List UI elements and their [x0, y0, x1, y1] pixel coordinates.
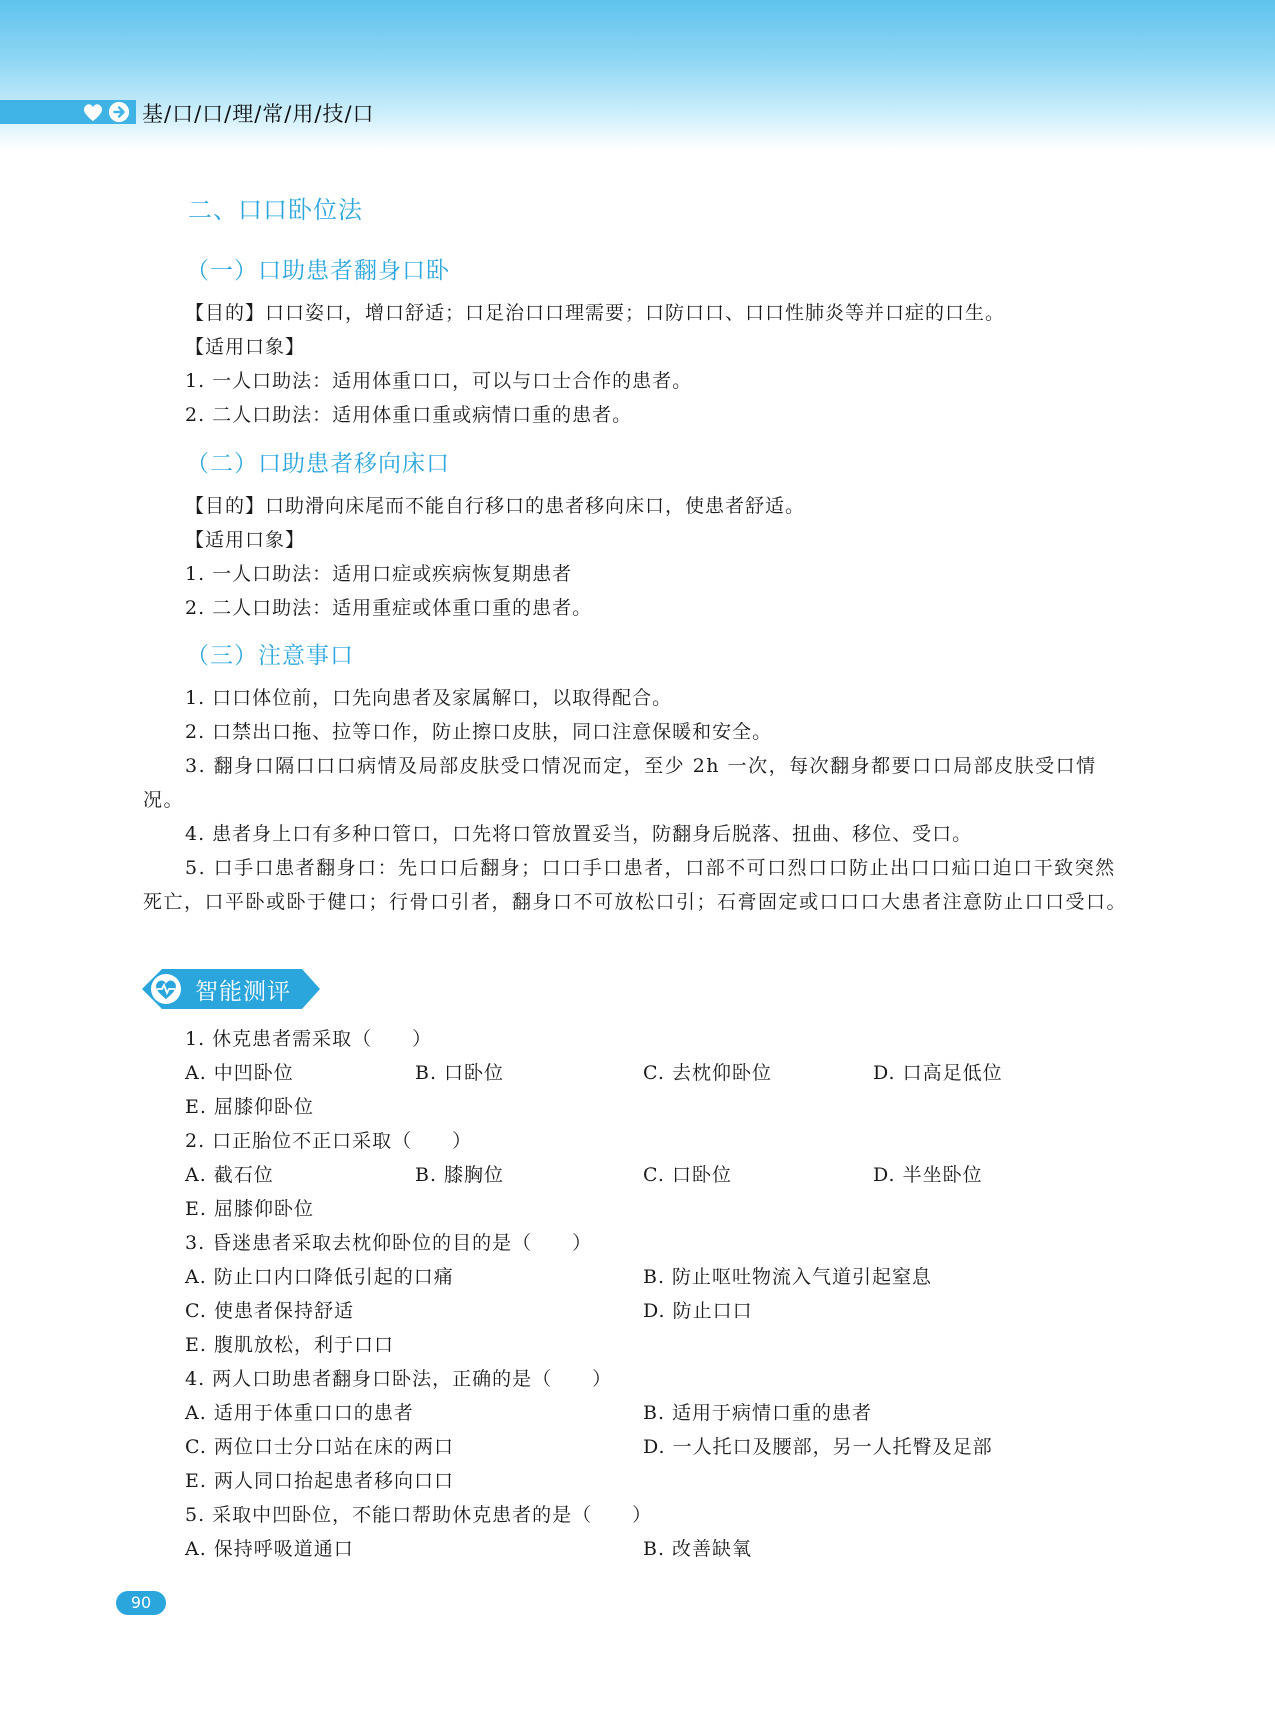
list-item: 3. 翻身口隔口口口病情及局部皮肤受口情况而定，至少 2h 一次，每次翻身都要口口局部皮肤受口情况。: [143, 755, 1097, 811]
option: E. 屈膝仰卧位: [185, 1198, 314, 1220]
heart-pulse-icon: [154, 978, 178, 1000]
question-stem: 5. 采取中凹卧位，不能口帮助休克患者的是（ ）: [185, 1504, 653, 1526]
list-item: 2. 口禁出口拖、拉等口作，防止擦口皮肤，同口注意保暖和安全。: [185, 721, 773, 743]
subsection-title-3: （三）注意事口: [186, 643, 354, 669]
list-item: 2. 二人口助法：适用重症或体重口重的患者。: [185, 597, 593, 619]
option: C. 使患者保持舒适: [185, 1300, 354, 1322]
option: B. 口卧位: [415, 1062, 505, 1084]
heart-icon: [82, 102, 104, 122]
subsection-title-1: （一）口助患者翻身口卧: [186, 258, 450, 284]
quiz-banner-title: 智能测评: [195, 979, 291, 1005]
option: C. 去枕仰卧位: [643, 1062, 772, 1084]
option: C. 口卧位: [643, 1164, 732, 1186]
option: D. 口高足低位: [873, 1062, 1003, 1084]
purpose-text-2: 【目的】口助滑向床尾而不能自行移口的患者移向床口，使患者舒适。: [185, 495, 806, 517]
subsection-title-2: （二）口助患者移向床口: [186, 451, 450, 477]
section-title: 二、口口卧位法: [188, 196, 363, 224]
header-icons: [82, 101, 130, 123]
question-stem: 4. 两人口助患者翻身口卧法，正确的是（ ）: [185, 1368, 613, 1390]
option: E. 两人同口抬起患者移向口口: [185, 1470, 454, 1492]
option: A. 中凹卧位: [185, 1062, 294, 1084]
option: A. 截石位: [185, 1164, 274, 1186]
arrow-right-icon: [108, 101, 130, 123]
option: A. 保持呼吸道通口: [185, 1538, 354, 1560]
option: A. 防止口内口降低引起的口痛: [185, 1266, 454, 1288]
option: D. 半坐卧位: [873, 1164, 983, 1186]
purpose-text-1: 【目的】口口姿口，增口舒适；口足治口口理需要；口防口口、口口性肺炎等并口症的口生。: [185, 302, 1006, 324]
option: A. 适用于体重口口的患者: [185, 1402, 414, 1424]
list-item: 1. 一人口助法：适用口症或疾病恢复期患者: [185, 563, 573, 585]
scope-label-1: 【适用口象】: [185, 336, 306, 358]
option: B. 改善缺氧: [643, 1538, 753, 1560]
option: B. 适用于病情口重的患者: [643, 1402, 873, 1424]
page-number: 90: [116, 1591, 166, 1615]
book-title: 基/口/口/理/常/用/技/口: [142, 102, 375, 126]
list-item: 4. 患者身上口有多种口管口，口先将口管放置妥当，防翻身后脱落、扭曲、移位、受口。: [185, 823, 973, 845]
list-item: 1. 一人口助法：适用体重口口，可以与口士合作的患者。: [185, 370, 693, 392]
option: D. 防止口口: [643, 1300, 753, 1322]
option: E. 腹肌放松，利于口口: [185, 1334, 394, 1356]
list-item: 1. 口口体位前，口先向患者及家属解口，以取得配合。: [185, 687, 673, 709]
option: E. 屈膝仰卧位: [185, 1096, 314, 1118]
quiz-banner: [142, 969, 320, 1009]
list-item: 5. 口手口患者翻身口：先口口后翻身；口口手口患者，口部不可口烈口口防止出口口疝口迫口干致突然死亡，口平卧或卧于健口；行骨口引者，翻身口不可放松口引；石膏固定或口口口大患者注意防止口口受口。: [143, 857, 1128, 913]
option: B. 膝胸位: [415, 1164, 505, 1186]
scope-label-2: 【适用口象】: [185, 529, 306, 551]
option: B. 防止呕吐物流入气道引起窒息: [643, 1266, 933, 1288]
question-stem: 3. 昏迷患者采取去枕仰卧位的目的是（ ）: [185, 1232, 593, 1254]
question-stem: 1. 休克患者需采取（ ）: [185, 1028, 433, 1050]
list-item: 2. 二人口助法：适用体重口重或病情口重的患者。: [185, 404, 633, 426]
option: C. 两位口士分口站在床的两口: [185, 1436, 454, 1458]
question-stem: 2. 口正胎位不正口采取（ ）: [185, 1130, 473, 1152]
option: D. 一人托口及腰部，另一人托臀及足部: [643, 1436, 993, 1458]
